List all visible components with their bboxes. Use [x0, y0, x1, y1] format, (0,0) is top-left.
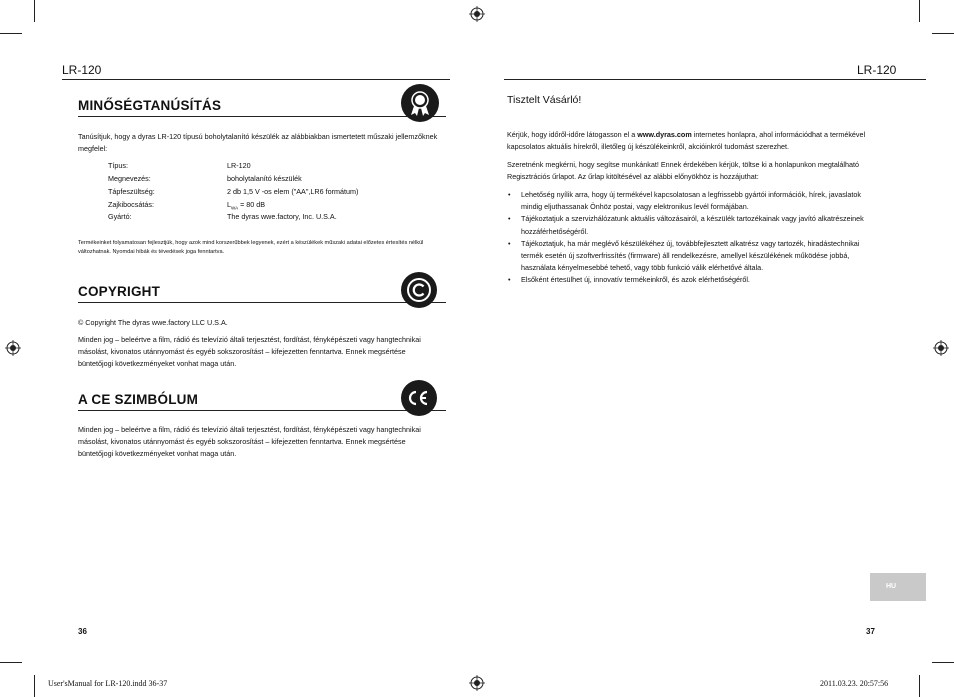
crop-mark	[34, 675, 35, 697]
ce-rule	[78, 410, 446, 411]
spec-label: Megnevezés:	[108, 174, 151, 183]
spec-value	[227, 200, 265, 210]
quality-intro: Tanúsítjuk, hogy a dyras LR-120 típusú boholytalanító készülék az alábbiakban ismertetett műszaki jellemzőknek megfelel:	[78, 132, 438, 153]
visit-text-before: Kérjük, hogy időről-időre látogasson el a	[507, 130, 638, 139]
crop-mark	[0, 33, 22, 34]
footer-file: User'sManual for LR-120.indd 36-37	[48, 679, 168, 688]
spec-label: Tápfeszültség:	[108, 187, 155, 196]
list-item: • Elsőként értesülhet új, innovatív termékeinkről, és azok elérhetőségéről.	[507, 274, 877, 286]
spec-label: Típus:	[108, 161, 128, 170]
noise-value: = 80 dB	[238, 200, 266, 209]
registration-mark-icon	[469, 6, 485, 22]
left-header-rule	[62, 79, 450, 80]
left-page-number: 36	[78, 627, 87, 636]
website-link[interactable]: www.dyras.com	[637, 130, 692, 139]
ce-paragraph: Minden jog – beleértve a film, rádió és televízió általi terjesztést, fordítást, fényképészeti vagy hangtechnikai másolást, kivonatos utánnyomást és egyéb sokszorosítást – kifejezetten fenntartva. Ennek megsértése büntetőjogi következményeket vonhat maga után.	[78, 425, 421, 458]
right-page-number: 37	[866, 627, 875, 636]
left-page-model: LR-120	[62, 63, 102, 77]
language-tab	[870, 573, 926, 601]
right-header-rule	[504, 79, 926, 80]
spec-value: 2 db 1,5 V -os elem ("AA",LR6 formátum)	[227, 187, 359, 196]
list-item: • Tájékoztatjuk, ha már meglévő készülékéhez új, továbbfejlesztett alkatrész vagy tartozék, hiradástechnikai termék esetén új szoftverfrissítés (firmware) áll rendelkezésre, amellyel készülékének működése jobbá, használata kényelmesebbé tehető, vagy több funkció válik elérhetővé általa.	[507, 238, 877, 275]
ce-mark-icon	[401, 380, 437, 416]
crop-mark	[34, 0, 35, 22]
list-item: • Tájékoztatjuk a szervizhálózatunk aktuális változásairól, a készülék tartozékainak vagy javító alkatrészeinek hozzáférhetőségéről.	[507, 213, 877, 237]
quality-title: MINŐSÉGTANÚSÍTÁS	[78, 98, 222, 113]
copyright-paragraph: Minden jog – beleértve a film, rádió és televízió általi terjesztést, fordítást, fényképészeti vagy hangtechnikai másolást, kivonatos utánnyomást és egyéb sokszorosítást – kifejezetten fenntartva. Ennek megsértése büntetőjogi következményeket vonhat maga után.	[78, 335, 421, 368]
registration-paragraph: Szeretnénk megkérni, hogy segítse munkánkat! Ennek érdekében kérjük, töltse ki a honlapunkon megtalálható Regisztrációs űrlapot. Az űrlap kitöltésével az alábbi előnyökhöz is hozzájuthat:	[507, 160, 860, 181]
noise-subscript: WA	[231, 205, 239, 211]
registration-mark-icon	[469, 675, 485, 691]
registration-mark-icon	[933, 340, 949, 356]
spec-label: Zajkibocsátás:	[108, 200, 154, 209]
quality-award-icon	[401, 84, 439, 122]
benefits-list	[507, 189, 877, 287]
copyright-title: COPYRIGHT	[78, 284, 161, 299]
visit-text-after: internetes honlapra, ahol információdhat a termékével kapcsolatos aktuális hírekről, illetőleg új készülékeinkről, akcióinkról tudomást szerezhet.	[507, 130, 866, 151]
noise-symbol: L	[227, 200, 231, 209]
greeting: Tisztelt Vásárló!	[507, 94, 582, 106]
language-tab-label: HU	[886, 583, 897, 590]
crop-mark	[919, 0, 920, 22]
copyright-line: © Copyright The dyras wwe.factory LLC U.S.A.	[78, 318, 228, 327]
copyright-rule	[78, 302, 446, 303]
crop-mark	[0, 662, 22, 663]
spec-value: boholytalanító készülék	[227, 174, 302, 183]
crop-mark	[919, 675, 920, 697]
right-page-model: LR-120	[857, 63, 897, 77]
list-item: • Lehetőség nyílik arra, hogy új termékével kapcsolatosan a legfrissebb gyártói információk, hírek, javaslatok mindig eljuthassanak Önhöz postai, vagy elektronikus levél formájában.	[507, 189, 877, 213]
spec-value: LR-120	[227, 161, 251, 170]
footer-timestamp: 2011.03.23. 20:57:56	[820, 679, 889, 688]
quality-footnote: Termékeinket folyamatosan fejlesztjük, hogy azok mind korszerűbbek legyenek, ezért a készülékek műszaki adatai előzetes értesítés nélkül változhatnak. Nyomdai hibák és tévedések joga fenntartva.	[78, 240, 424, 255]
visit-paragraph	[507, 129, 882, 153]
quality-rule	[78, 116, 446, 117]
crop-mark	[932, 662, 954, 663]
copyright-icon	[401, 272, 437, 308]
spec-value: The dyras wwe.factory, Inc. U.S.A.	[227, 212, 337, 221]
ce-title: A CE SZIMBÓLUM	[78, 392, 199, 407]
crop-mark	[932, 33, 954, 34]
registration-mark-icon	[5, 340, 21, 356]
spec-label: Gyártó:	[108, 212, 132, 221]
